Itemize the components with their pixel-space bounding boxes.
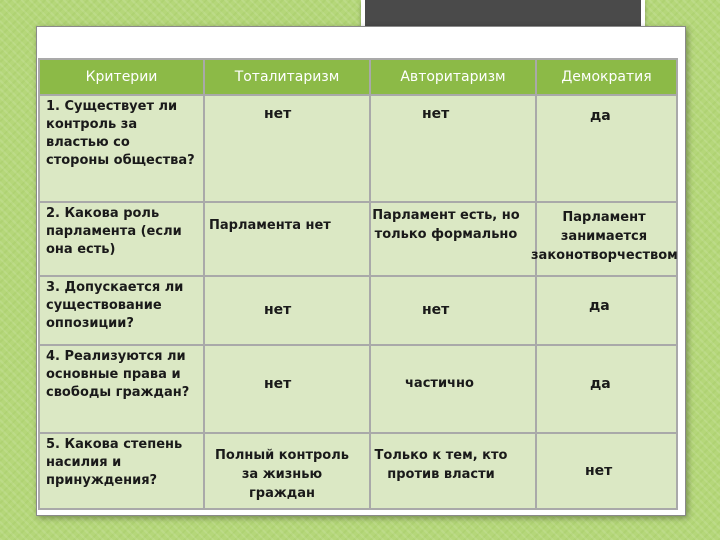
row5-totalitarianism-value: Полный контроль за жизнью граждан (215, 448, 349, 501)
row4-democracy-value: да (590, 376, 611, 392)
row2-totalitarianism-value: Парламента нет (209, 218, 331, 233)
row3-authoritarianism-value: нет (422, 302, 450, 318)
row4-democracy (537, 346, 676, 432)
row2-totalitarianism (205, 203, 369, 275)
row3-totalitarianism-value: нет (264, 302, 292, 318)
row5-authoritarianism (371, 434, 535, 508)
row2-authoritarianism (371, 203, 535, 275)
row1-democracy-value: да (590, 108, 611, 124)
row1-democracy (537, 96, 676, 201)
row4-criterion: 4. Реализуются ли основные права и свободы граждан? (40, 346, 203, 432)
row1-authoritarianism (371, 96, 535, 201)
row1-totalitarianism (205, 96, 369, 201)
row1-authoritarianism-value: нет (422, 106, 450, 122)
row2-authoritarianism-value: Парламент есть, но только формально (372, 208, 520, 242)
row3-democracy-value: да (589, 298, 610, 314)
row1-totalitarianism-value: нет (264, 106, 292, 122)
row5-authoritarianism-value: Только к тем, кто против власти (374, 448, 508, 482)
header-totalitarianism: Тоталитаризм (205, 60, 369, 94)
row3-criterion: 3. Допускается ли существование оппозиции? (40, 277, 203, 344)
row1-criterion: 1. Существует ли контроль за властью со стороны общества? (40, 96, 203, 201)
row2-democracy-value: Парламент занимается законотворчеством (531, 210, 678, 263)
row3-totalitarianism (205, 277, 369, 344)
row4-totalitarianism (205, 346, 369, 432)
row5-criterion: 5. Какова степень насилия и принуждения? (40, 434, 203, 508)
row4-totalitarianism-value: нет (264, 376, 292, 392)
row4-authoritarianism (371, 346, 535, 432)
header-criteria: Критерии (40, 60, 203, 94)
row3-democracy (537, 277, 676, 344)
header-democracy: Демократия (537, 60, 676, 94)
row5-democracy-value: нет (585, 463, 613, 479)
row2-democracy (531, 203, 678, 275)
row4-authoritarianism-value: частично (405, 376, 474, 391)
row5-democracy (537, 434, 676, 508)
header-authoritarianism: Авторитаризм (371, 60, 535, 94)
row5-totalitarianism (205, 434, 369, 508)
comparison-table (38, 58, 678, 510)
row3-authoritarianism (371, 277, 535, 344)
row2-criterion: 2. Какова роль парламента (если она есть) (40, 203, 203, 275)
